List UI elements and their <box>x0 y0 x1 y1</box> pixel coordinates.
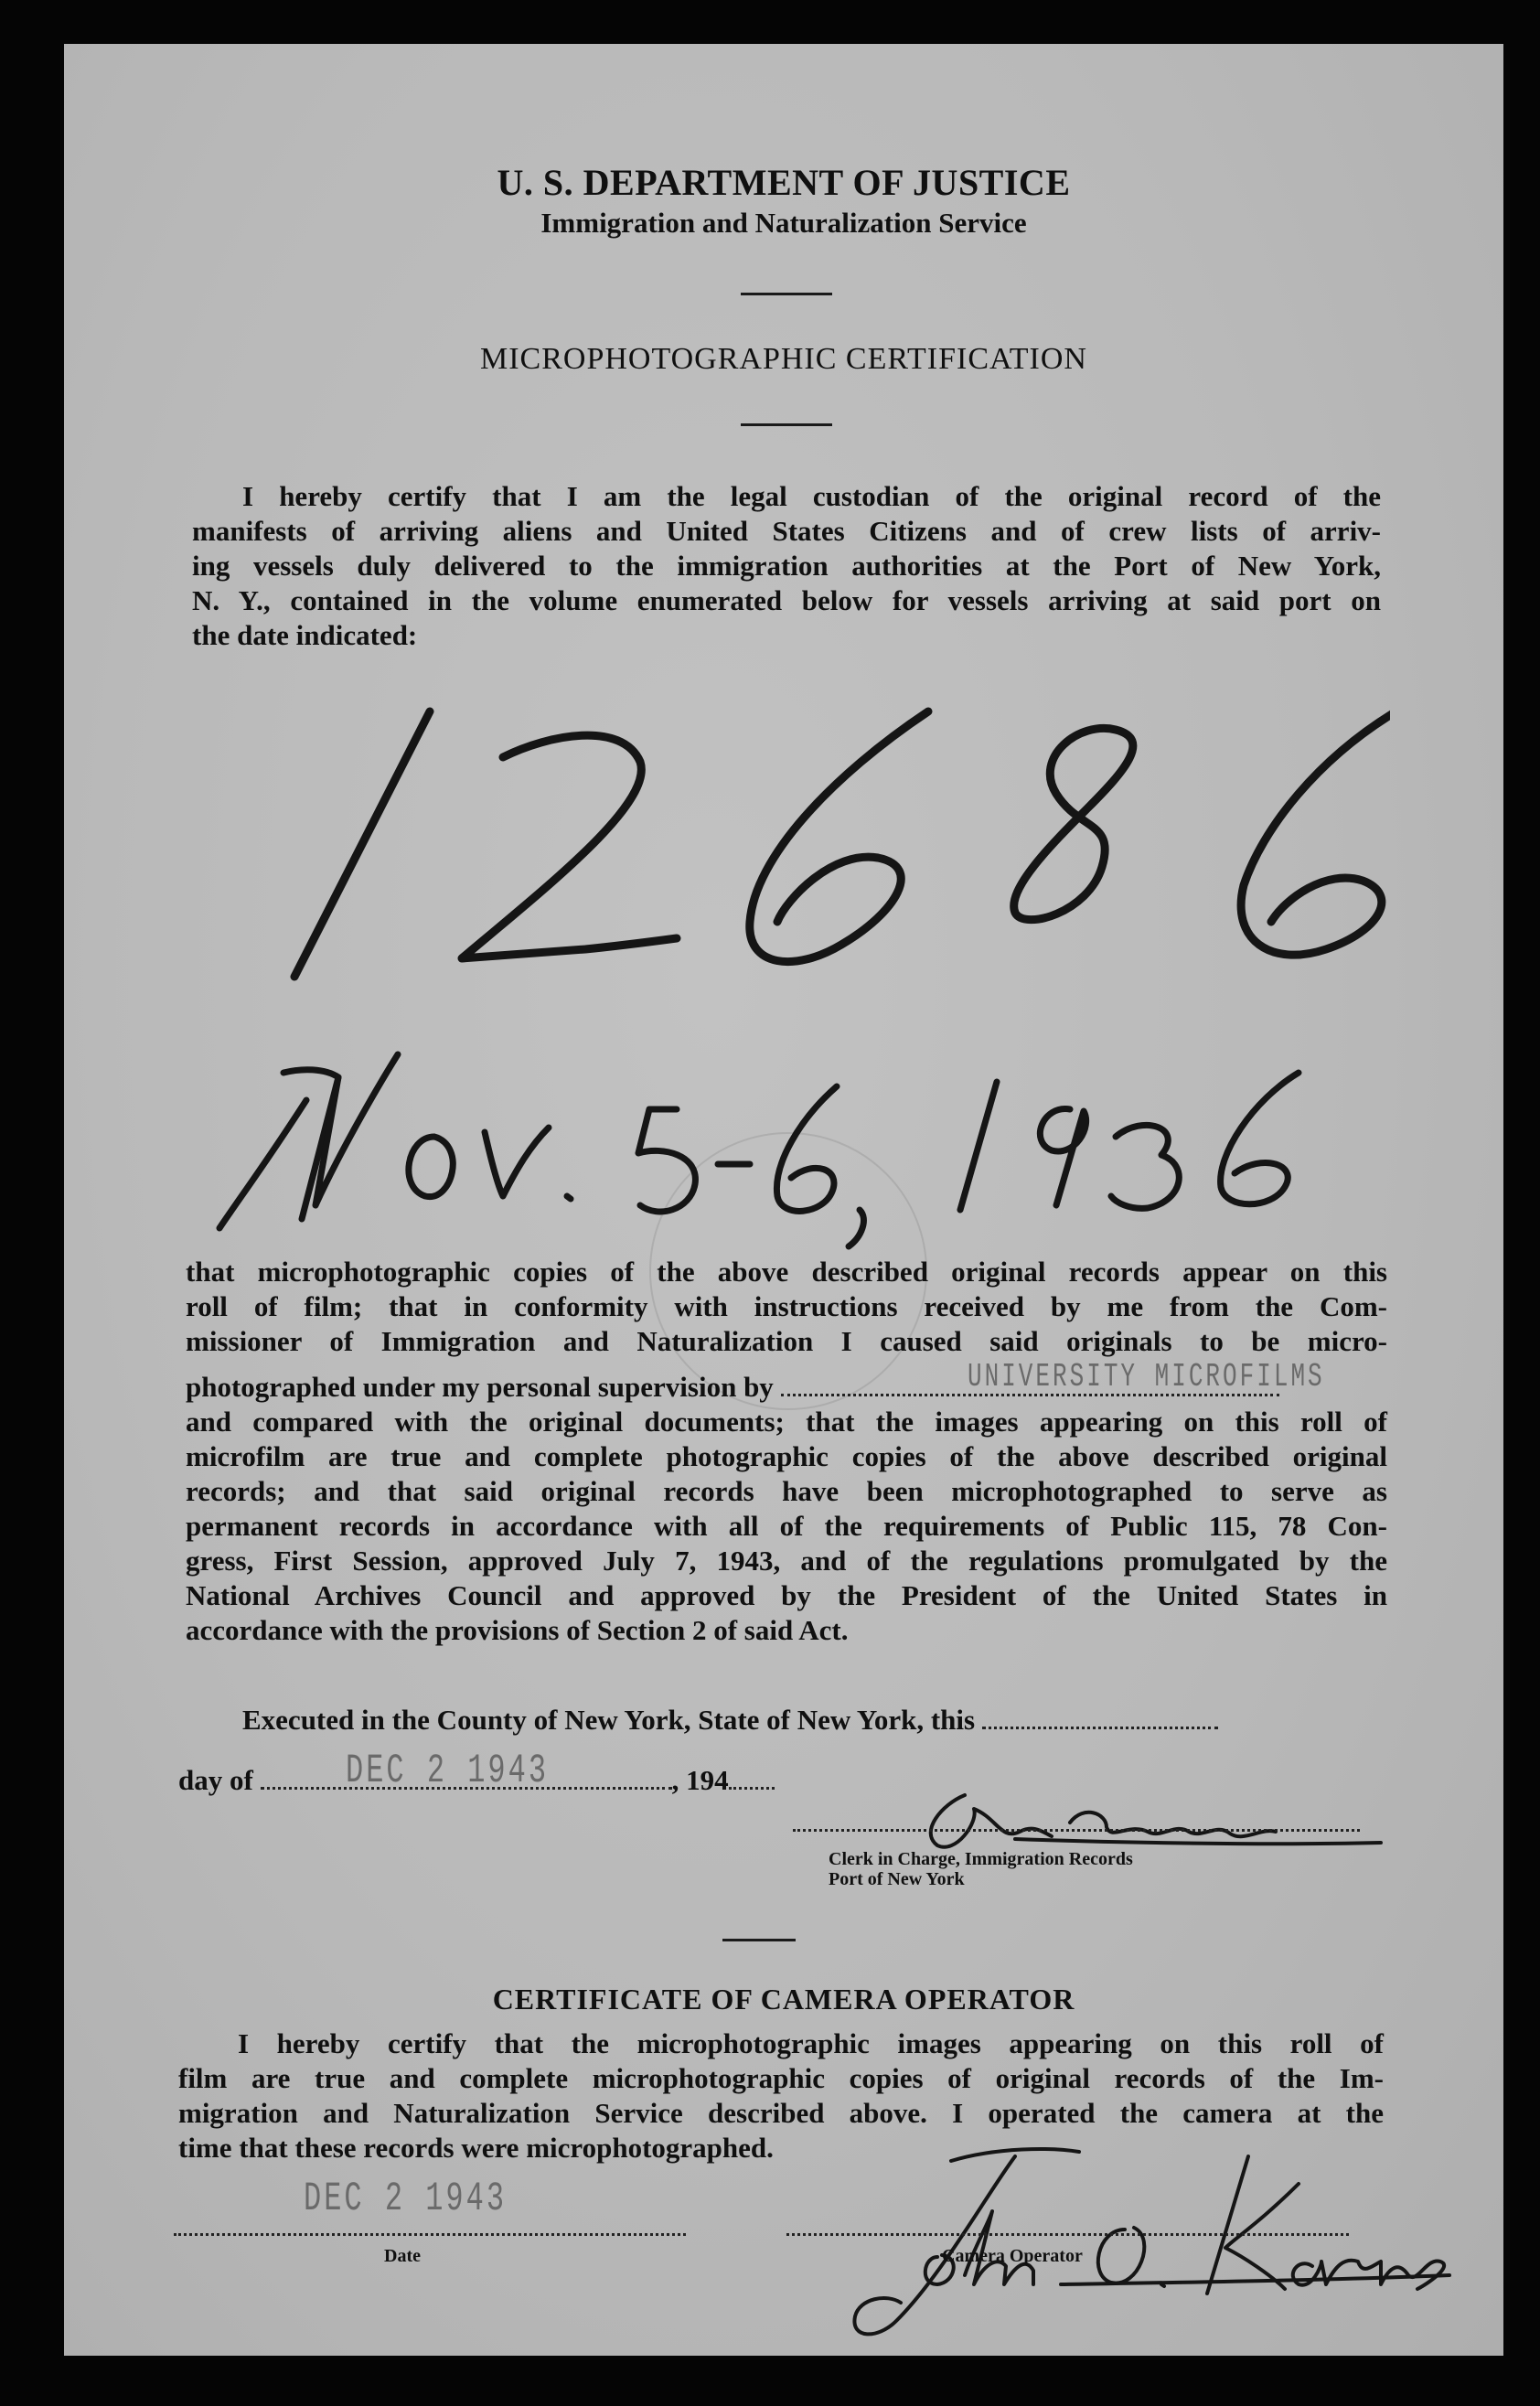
camera-date-label: Date <box>384 2246 421 2266</box>
year-suffix: , 194 <box>671 1764 729 1796</box>
camera-line: film are true and complete microphotographic copies of original records of the Im- <box>178 2062 1384 2094</box>
supervision-prefix: photographed under my personal supervision by <box>186 1371 774 1403</box>
body-line: that microphotographic copies of the above described original records appear on this <box>186 1256 1387 1288</box>
body-line: microfilm are true and complete photographic copies of the above described original <box>186 1440 1387 1472</box>
body-paragraph-b <box>186 1405 1387 1648</box>
intro-line: N. Y., contained in the volume enumerated below for vessels arriving at said port on <box>192 584 1381 616</box>
body-line: records; and that said original records have been microphotographed to serve as <box>186 1475 1387 1507</box>
handwritten-volume-number <box>201 647 1390 1013</box>
body-line: and compared with the original documents; that the images appearing on this roll of <box>186 1406 1387 1438</box>
camera-operator-signature-line <box>786 2231 1349 2236</box>
body-line: roll of film; that in conformity with instructions received by me from the Com- <box>186 1290 1387 1322</box>
divider-rule-2 <box>741 423 832 426</box>
body-line: missioner of Immigration and Naturalization I caused said originals to be micro- <box>186 1325 1387 1357</box>
certification-title: MICROPHOTOGRAPHIC CERTIFICATION <box>479 342 1087 376</box>
service-subheading: Immigration and Naturalization Service <box>540 207 1027 239</box>
body-line: accordance with the provisions of Section 2 of said Act. <box>186 1614 849 1646</box>
camera-line: I hereby certify that the microphotographic images appearing on this roll of <box>238 2027 1384 2059</box>
year-blank <box>729 1763 775 1790</box>
day-of-label: day of <box>178 1764 253 1796</box>
executed-text: Executed in the County of New York, State of New York, this <box>242 1704 976 1736</box>
intro-line: the date indicated: <box>192 619 418 651</box>
camera-date-line <box>174 2231 686 2236</box>
executed-line <box>242 1703 1395 1738</box>
intro-paragraph <box>192 479 1381 653</box>
clerk-signature-line <box>793 1827 1360 1832</box>
body-line: permanent records in accordance with all of the requirements of Public 115, 78 Con- <box>186 1510 1387 1542</box>
camera-line: migration and Naturalization Service described above. I operated the camera at the <box>178 2097 1384 2129</box>
camera-line: time that these records were microphotographed. <box>178 2132 774 2164</box>
intro-line: ing vessels duly delivered to the immigration authorities at the Port of New York, <box>192 550 1381 582</box>
clerk-port: Port of New York <box>829 1869 965 1889</box>
day-of-date-stamp: DEC 2 1943 <box>346 1747 550 1794</box>
certificate-page <box>64 44 1503 2356</box>
department-heading: U. S. DEPARTMENT OF JUSTICE <box>497 162 1071 203</box>
handwritten-date <box>201 990 1481 1265</box>
clerk-title: Clerk in Charge, Immigration Records <box>829 1849 1133 1869</box>
university-microfilms-stamp: UNIVERSITY MICROFILMS <box>968 1357 1325 1395</box>
camera-operator-label: Camera Operator <box>942 2246 1083 2266</box>
executed-day-blank <box>982 1703 1218 1729</box>
divider-rule-3 <box>722 1939 796 1941</box>
camera-date-stamp: DEC 2 1943 <box>304 2175 508 2222</box>
body-line: National Archives Council and approved by the President of the United States in <box>186 1579 1387 1611</box>
body-line: gress, First Session, approved July 7, 1943, and of the regulations promulgated by the <box>186 1545 1387 1577</box>
intro-line: manifests of arriving aliens and United States Citizens and of crew lists of arriv- <box>192 515 1381 547</box>
divider-rule-1 <box>741 293 832 295</box>
camera-operator-title: CERTIFICATE OF CAMERA OPERATOR <box>492 1983 1075 2016</box>
body-paragraph-a <box>186 1255 1387 1359</box>
camera-operator-signature <box>786 2138 1463 2358</box>
intro-line: I hereby certify that I am the legal custodian of the original record of the <box>242 480 1381 512</box>
